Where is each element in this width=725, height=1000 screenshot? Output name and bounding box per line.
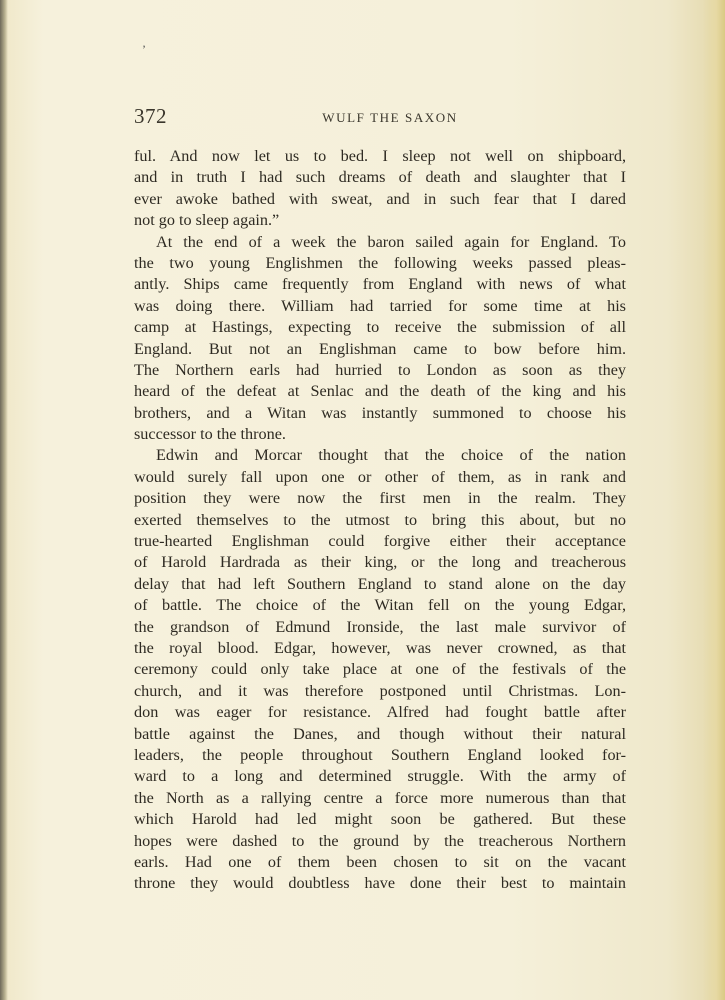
- text-line: The Northern earls had hurried to London as soon as they: [134, 360, 626, 379]
- page-header: [134, 104, 626, 128]
- text-line: At the end of a week the baron sailed again for England. To: [156, 232, 626, 251]
- text-line: ward to a long and determined struggle. With the army of: [134, 767, 626, 786]
- text-line: throne they would doubtless have done their best to maintain: [134, 874, 626, 893]
- text-line: successor to the throne.: [134, 425, 286, 444]
- text-line: was doing there. William had tarried for some time at his: [134, 296, 626, 315]
- text-line: earls. Had one of them been chosen to sit on the vacant: [134, 852, 626, 871]
- page-edge: [703, 0, 725, 1000]
- text-line: delay that had left Southern England to stand alone on the day: [134, 574, 626, 593]
- text-line: battle against the Danes, and though without their natural: [134, 724, 626, 743]
- text-line: brothers, and a Witan was instantly summoned to choose his: [134, 403, 626, 422]
- text-line: of battle. The choice of the Witan fell on the young Edgar,: [134, 596, 626, 615]
- text-line: the North as a rallying centre a force more numerous than that: [134, 788, 626, 807]
- text-line: would surely fall upon one or other of them, as in rank and: [134, 467, 626, 486]
- text-line: antly. Ships came frequently from England with news of what: [134, 275, 626, 294]
- text-line: heard of the defeat at Senlac and the death of the king and his: [134, 382, 626, 401]
- text-line: true-hearted Englishman could forgive either their acceptance: [134, 532, 626, 551]
- body-text: [134, 146, 626, 895]
- text-line: the two young Englishmen the following weeks passed pleas-: [134, 253, 626, 272]
- text-line: don was eager for resistance. Alfred had fought battle after: [134, 703, 626, 722]
- page-gutter-shadow: [0, 0, 8, 1000]
- running-title: WULF THE SAXON: [322, 110, 458, 125]
- text-line: ful. And now let us to bed. I sleep not well on shipboard,: [134, 147, 626, 165]
- text-line: the grandson of Edmund Ironside, the last male survivor of: [134, 617, 626, 636]
- text-line: exerted themselves to the utmost to bring this about, but no: [134, 510, 626, 529]
- text-line: church, and it was therefore postponed until Christmas. Lon-: [134, 681, 626, 700]
- text-line: England. But not an Englishman came to bow before him.: [134, 339, 626, 358]
- text-line: camp at Hastings, expecting to receive the submission of all: [134, 318, 626, 337]
- text-line: ceremony could only take place at one of the festivals of the: [134, 660, 626, 679]
- text-line: hopes were dashed to the ground by the treacherous Northern: [134, 831, 626, 850]
- text-line: position they were now the first men in the realm. They: [134, 489, 626, 508]
- text-line: ever awoke bathed with sweat, and in such fear that I dared: [134, 189, 626, 208]
- text-line: Edwin and Morcar thought that the choice of the nation: [156, 446, 626, 465]
- text-line: and in truth I had such dreams of death and slaughter that I: [134, 168, 626, 187]
- print-mark: ’: [142, 42, 146, 56]
- text-line: not go to sleep again.”: [134, 211, 280, 230]
- text-line: of Harold Hardrada as their king, or the long and treacherous: [134, 553, 626, 572]
- text-line: which Harold had led might soon be gathered. But these: [134, 810, 626, 829]
- text-line: leaders, the people throughout Southern England looked for-: [134, 745, 626, 764]
- text-line: the royal blood. Edgar, however, was never crowned, as that: [134, 638, 626, 657]
- page-number: 372: [134, 104, 167, 128]
